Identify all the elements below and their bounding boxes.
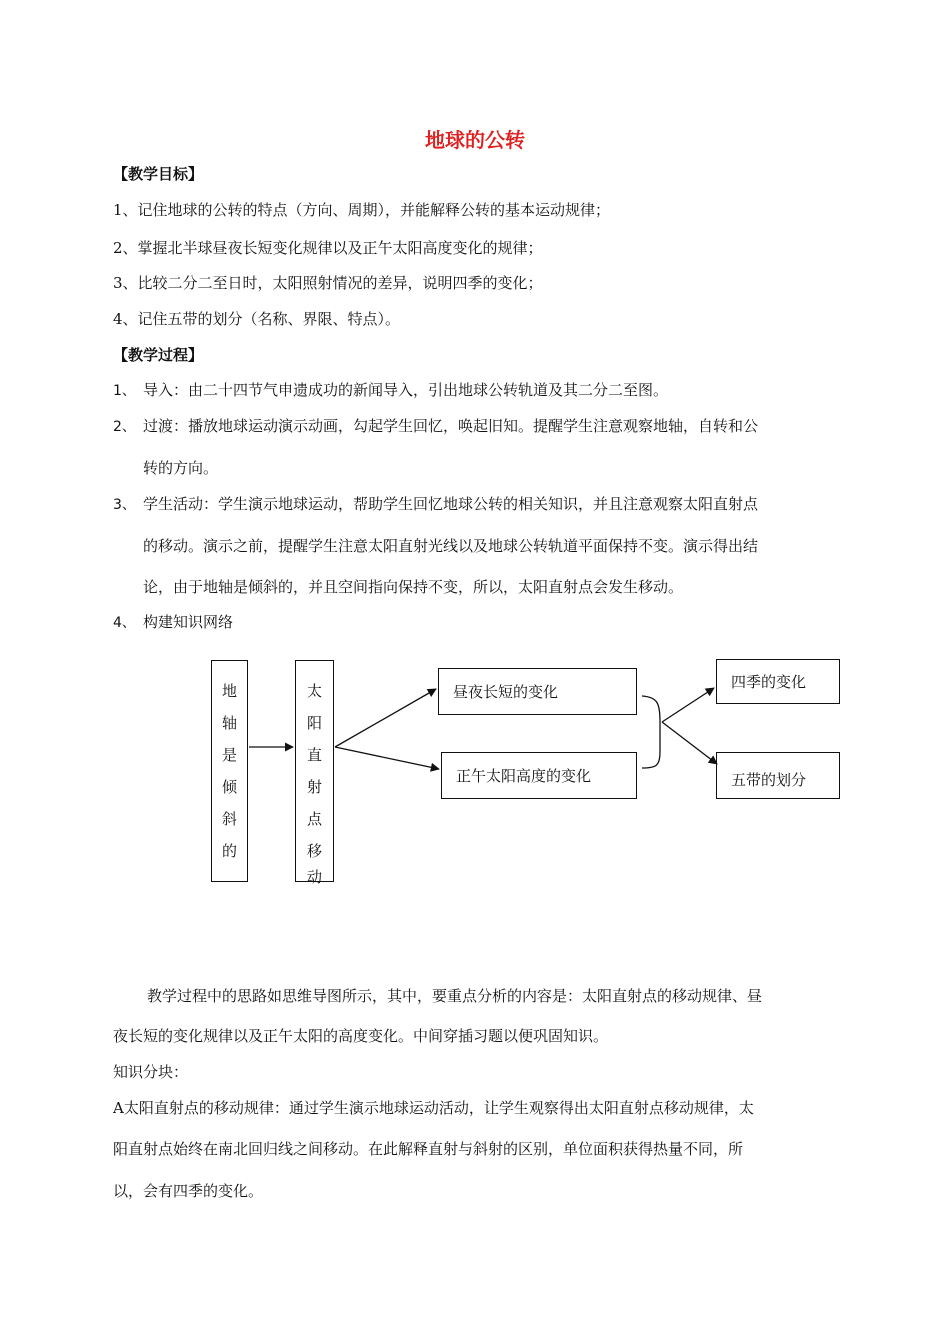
arrow-to-day-length [335, 689, 436, 747]
diagram-box-noon-sun-height: 正午太阳高度的变化 [441, 752, 637, 799]
process-num-2: 2、 [113, 419, 136, 435]
objectives-heading: 【教学目标】 [113, 165, 204, 183]
box2-char: 动 [306, 868, 322, 886]
box2-char: 直 [306, 746, 322, 764]
process-2-line-1: 过渡：播放地球运动演示动画，勾起学生回忆，唤起旧知。提醒学生注意观察地轴，自转和公 [143, 417, 759, 435]
box1-char: 的 [221, 842, 237, 860]
diagram-box-seasons: 四季的变化 [716, 659, 840, 704]
box1-char: 轴 [221, 714, 237, 732]
objective-2: 2、掌握北半球昼夜长短变化规律以及正午太阳高度变化的规律； [113, 239, 543, 257]
process-4-line-1: 构建知识网络 [143, 613, 234, 631]
box1-char: 地 [221, 682, 237, 700]
objective-4: 4、记住五带的划分（名称、界限、特点）。 [113, 310, 401, 328]
paragraph-line-2: 夜长短的变化规律以及正午太阳的高度变化。中间穿插习题以便巩固知识。 [113, 1027, 609, 1045]
process-3-line-3: 论，由于地轴是倾斜的，并且空间指向保持不变，所以，太阳直射点会发生移动。 [143, 578, 684, 596]
objective-1: 1、记住地球的公转的特点（方向、周期），并能解释公转的基本运动规律； [113, 201, 611, 219]
section-a-line-1: A太阳直射点的移动规律：通过学生演示地球运动活动，让学生观察得出太阳直射点移动规律，太 [113, 1099, 754, 1117]
process-num-4: 4、 [113, 615, 136, 631]
section-a-line-2: 阳直射点始终在南北回归线之间移动。在此解释直射与斜射的区别，单位面积获得热量不同，所 [113, 1140, 744, 1158]
knowledge-label: 知识分块： [113, 1063, 189, 1081]
arrow-to-seasons [662, 688, 714, 722]
box2-char: 阳 [306, 714, 322, 732]
process-num-3: 3、 [113, 497, 136, 513]
process-3-line-1: 学生活动：学生演示地球运动，帮助学生回忆地球公转的相关知识，并且注意观察太阳直射点 [143, 495, 759, 513]
arrow-to-climate-zones [662, 722, 717, 764]
process-1-line-1: 导入：由二十四节气申遗成功的新闻导入，引出地球公转轨道及其二分二至图。 [143, 381, 669, 399]
diagram-brace [642, 696, 660, 768]
process-heading: 【教学过程】 [113, 346, 204, 364]
box2-char: 射 [306, 778, 322, 796]
process-num-1: 1、 [113, 383, 136, 399]
box2-char: 移 [306, 842, 322, 860]
paragraph-line-1: 教学过程中的思路如思维导图所示，其中，要重点分析的内容是：太阳直射点的移动规律、昼 [147, 987, 763, 1005]
box1-char: 是 [221, 746, 237, 764]
arrow-to-noon-sun [335, 747, 439, 769]
diagram-box-climate-zones: 五带的划分 [716, 752, 840, 799]
process-2-line-2: 转的方向。 [143, 459, 219, 477]
objective-3: 3、比较二分二至日时，太阳照射情况的差异，说明四季的变化； [113, 274, 543, 292]
diagram-box-day-length: 昼夜长短的变化 [438, 668, 637, 715]
page-title: 地球的公转 [425, 128, 525, 152]
box1-char: 倾 [221, 778, 237, 796]
box2-char: 点 [306, 810, 322, 828]
process-3-line-2: 的移动。演示之前，提醒学生注意太阳直射光线以及地球公转轨道平面保持不变。演示得出结 [143, 537, 759, 555]
box1-char: 斜 [221, 810, 237, 828]
box2-char: 太 [306, 682, 322, 700]
section-a-line-3: 以，会有四季的变化。 [113, 1182, 264, 1200]
